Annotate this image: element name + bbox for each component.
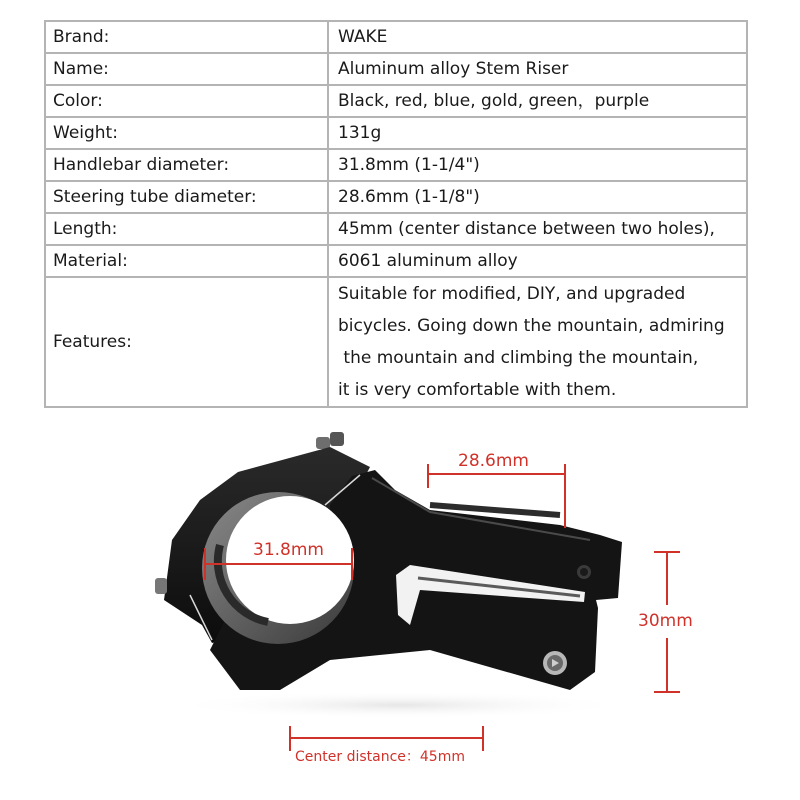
spec-label: Material: [45, 245, 328, 277]
table-row [45, 85, 747, 117]
table-row [45, 117, 747, 149]
spec-value: 131g [328, 117, 747, 149]
side-bolt-icon [155, 578, 167, 594]
table-row [45, 21, 747, 53]
top-bolt-icon [316, 432, 344, 449]
hex-bolt-icon [543, 651, 567, 675]
spec-label: Weight: [45, 117, 328, 149]
spec-label: Handlebar diameter: [45, 149, 328, 181]
spec-table [44, 20, 748, 408]
spec-label: Length: [45, 213, 328, 245]
stem-riser-image [0, 415, 800, 800]
table-row [45, 53, 747, 85]
table-row [45, 181, 747, 213]
features-line: bicycles. Going down the mountain, admiring [338, 316, 725, 336]
handlebar-dimension-label: 31.8mm [253, 540, 324, 560]
spec-label: Color: [45, 85, 328, 117]
features-line: it is very comfortable with them. [338, 380, 617, 400]
features-line: Suitable for modified, DIY, and upgraded [338, 284, 686, 304]
center-distance-label: Center distance：45mm [295, 749, 465, 765]
features-line: the mountain and climbing the mountain, [338, 348, 699, 368]
steerer-dimension-label: 28.6mm [458, 451, 529, 471]
height-dimension-label: 30mm [638, 611, 693, 631]
spec-label: Brand: [45, 21, 328, 53]
spec-value: WAKE [328, 21, 747, 53]
table-row [45, 149, 747, 181]
spec-value: 28.6mm (1-1/8") [328, 181, 747, 213]
table-row-features [45, 277, 747, 407]
table-row [45, 213, 747, 245]
table-row [45, 245, 747, 277]
spec-value: 31.8mm (1-1/4") [328, 149, 747, 181]
spec-label: Steering tube diameter: [45, 181, 328, 213]
spec-label: Name: [45, 53, 328, 85]
spec-value: Aluminum alloy Stem Riser [328, 53, 747, 85]
features-label: Features: [45, 277, 328, 407]
spec-value: 45mm (center distance between two holes), [328, 213, 747, 245]
spec-value: Black, red, blue, gold, green，purple [328, 85, 747, 117]
features-value [328, 277, 747, 407]
spec-value: 6061 aluminum alloy [328, 245, 747, 277]
